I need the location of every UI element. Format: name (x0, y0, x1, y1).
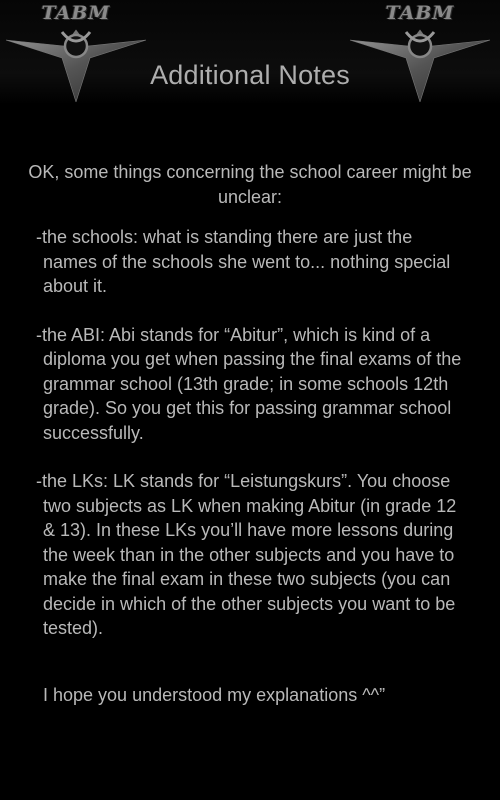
note-abi: -the ABI: Abi stands for “Abitur”, which is kind of a diploma you get when passing the final exams of the grammar school (13th grade; in some schools 12th grade). So you get this for passing grammar school successfully. (36, 324, 462, 443)
header-banner (0, 0, 500, 105)
intro-paragraph: OK, some things concerning the school career might be unclear: (28, 162, 472, 207)
notes-content (0, 160, 500, 707)
note-lks: -the LKs: LK stands for “Leistungskurs”. You choose two subjects as LK when making Abitur (in grade 12 & 13). In these LKs you’ll have more lessons during the week than in the other subjects and you have to make the final exam in these two subjects (you can decide in which of the other subjects you want to be tested). (36, 471, 457, 638)
emblem-left-text: TABM (41, 2, 111, 24)
note-schools: -the schools: what is standing there are just the names of the schools she went to... nothing special about it. (36, 227, 451, 296)
page-title: Additional Notes (150, 60, 350, 90)
emblem-right-text: TABM (385, 2, 455, 24)
closing-paragraph: I hope you understood my explanations ^^” (43, 684, 386, 705)
